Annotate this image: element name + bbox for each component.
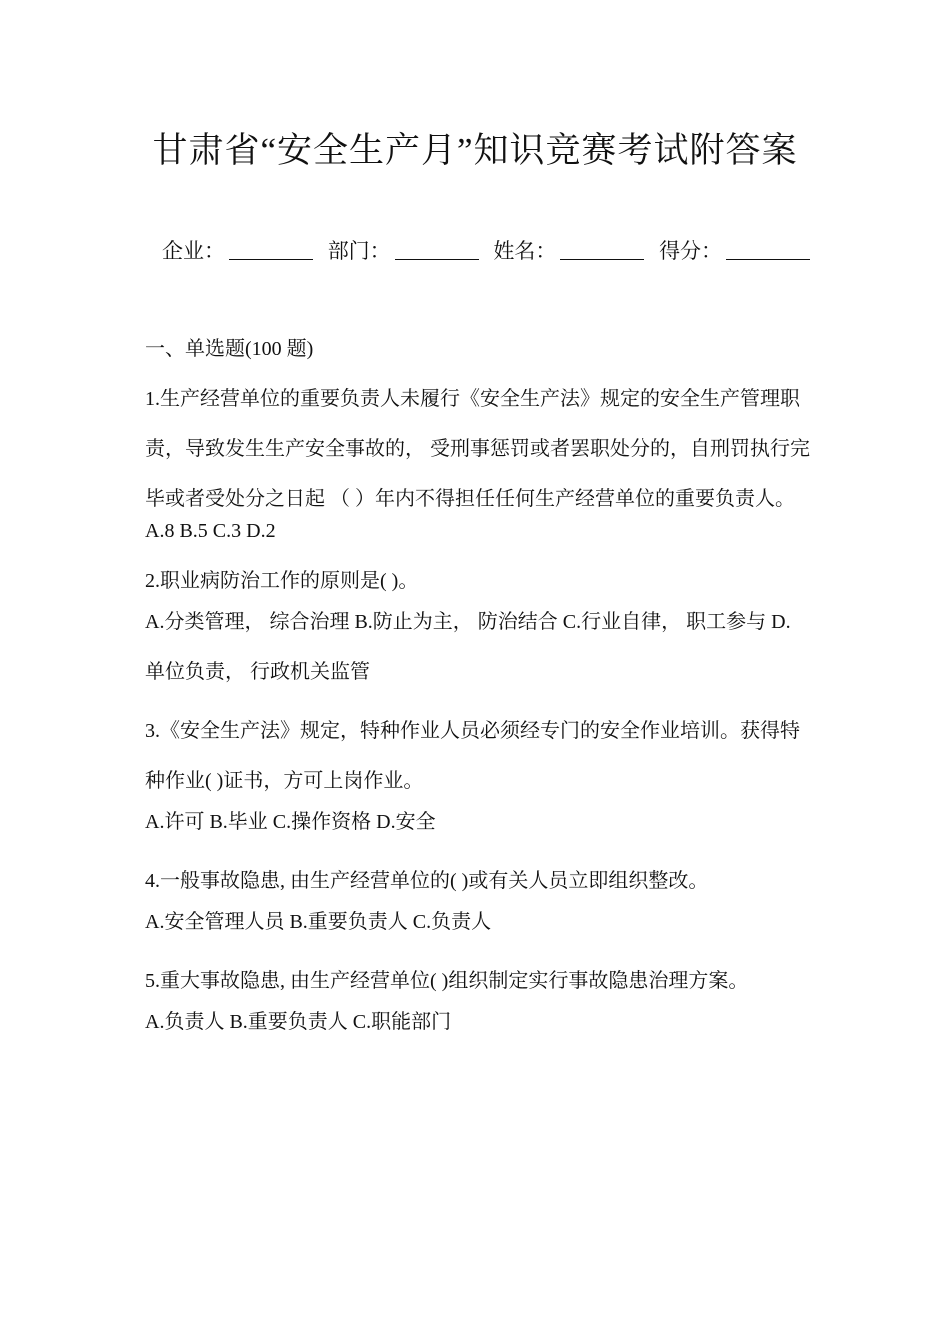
question-item — [145, 856, 810, 947]
question-list — [145, 333, 810, 1065]
company-blank — [229, 239, 313, 260]
question-text: 3.《安全生产法》规定，特种作业人员必须经专门的安全作业培训。获得特种作业( )证书，方可上岗作业。 — [145, 720, 800, 792]
question-options: A.分类管理， 综合治理 B.防止为主， 防治结合 C.行业自律， 职工参与 D.单位负责， 行政机关监管 — [145, 611, 791, 683]
question-options: A.许可 B.毕业 C.操作资格 D.安全 — [145, 811, 436, 833]
question-item — [145, 956, 810, 1047]
score-blank — [726, 239, 810, 260]
question-item — [145, 374, 810, 547]
question-text: 4.一般事故隐患, 由生产经营单位的( )或有关人员立即组织整改。 — [145, 870, 709, 892]
department-label: 部门： — [327, 239, 391, 263]
info-line — [162, 236, 802, 266]
score-field — [659, 236, 810, 266]
question-text: 1.生产经营单位的重要负责人未履行《安全生产法》规定的安全生产管理职责，导致发生生产安全事故的， 受刑事惩罚或者罢职处分的，自刑罚执行完毕或者受处分之日起 （ ）年内不得担任任何生产经营单位的重要负责人。 — [145, 388, 810, 510]
question-item — [145, 556, 810, 697]
score-label: 得分： — [659, 239, 723, 263]
question-options: A.负责人 B.重要负责人 C.职能部门 — [145, 1011, 452, 1033]
department-blank — [395, 239, 479, 260]
question-options: A.安全管理人员 B.重要负责人 C.负责人 — [145, 911, 492, 933]
name-label: 姓名： — [493, 239, 557, 263]
question-item — [145, 706, 810, 847]
name-blank — [560, 239, 644, 260]
question-text: 5.重大事故隐患, 由生产经营单位( )组织制定实行事故隐患治理方案。 — [145, 970, 749, 992]
name-field — [493, 236, 644, 266]
page-title: 甘肃省“安全生产月”知识竞赛考试附答案 — [152, 131, 798, 170]
company-field — [162, 236, 313, 266]
department-field — [328, 236, 479, 266]
section-heading: 一、单选题(100 题) — [145, 338, 314, 360]
company-label: 企业： — [162, 239, 225, 263]
question-text: 2.职业病防治工作的原则是( )。 — [145, 570, 419, 592]
question-options: A.8 B.5 C.3 D.2 — [145, 520, 276, 542]
